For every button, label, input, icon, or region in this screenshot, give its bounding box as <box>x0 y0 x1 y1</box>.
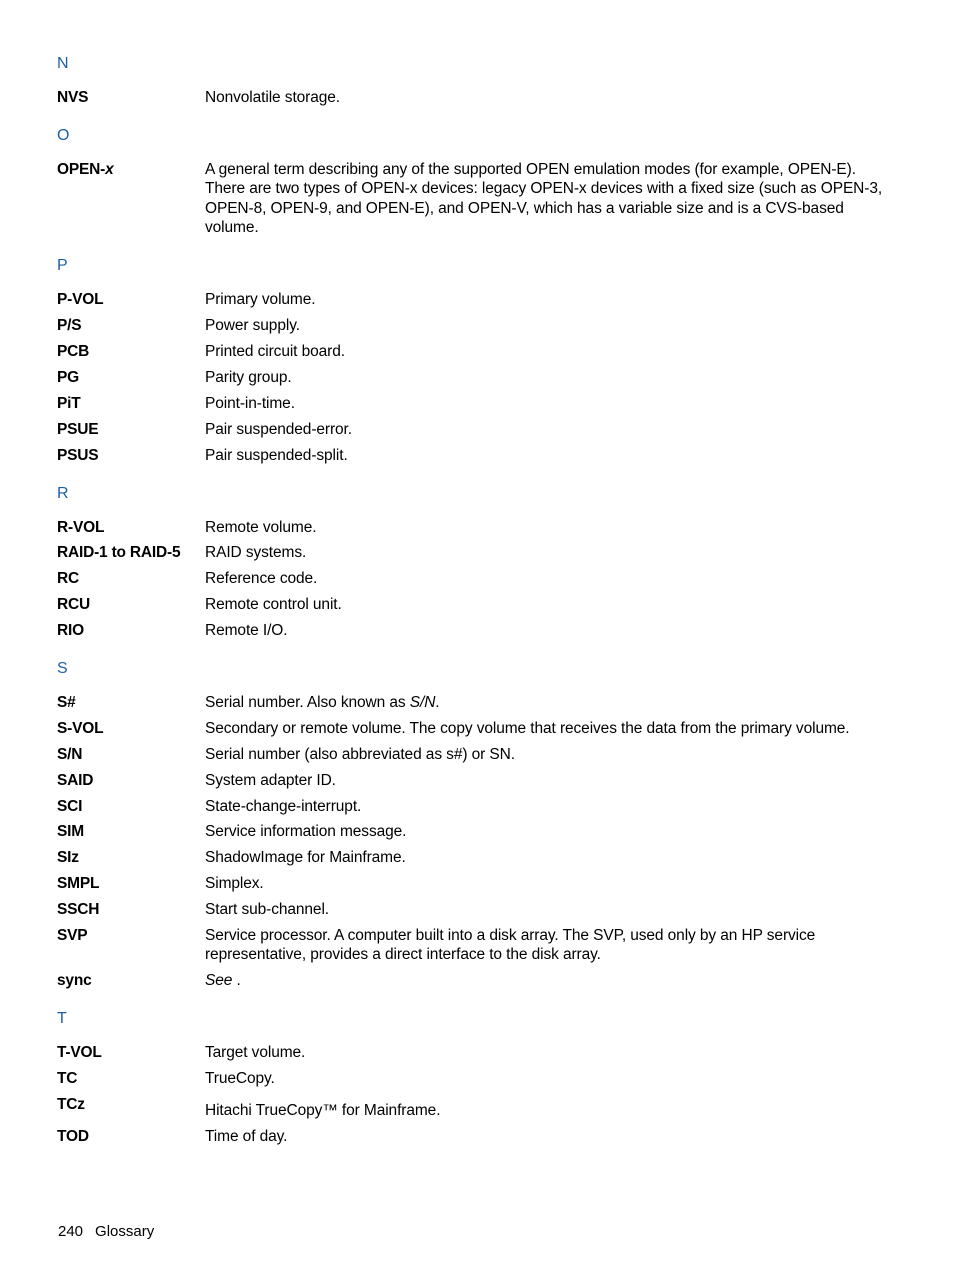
glossary-definition: Parity group. <box>205 368 292 386</box>
glossary-definition: Nonvolatile storage. <box>205 89 340 106</box>
section-r <box>57 484 887 641</box>
glossary-entry <box>57 693 887 713</box>
definition-italic: See <box>205 972 233 990</box>
glossary-entry <box>57 900 887 920</box>
glossary-term: SIM <box>57 823 84 841</box>
glossary-entry <box>57 719 887 739</box>
definition-tail: . <box>435 693 440 711</box>
section-letter: T <box>57 1010 67 1028</box>
glossary-term: PSUS <box>57 446 99 464</box>
definition-main: Serial number. Also known as <box>205 693 410 711</box>
glossary-term: SVP <box>57 926 88 944</box>
glossary-definition: TrueCopy. <box>205 1070 275 1088</box>
glossary-term: RC <box>57 570 79 588</box>
glossary-definition: Target volume. <box>205 1044 306 1062</box>
glossary-definition: System adapter ID. <box>205 771 336 789</box>
glossary-definition: Service processor. A computer built into a disk array. The SVP, used only by an HP service representative, provides a direct interface to the disk array. <box>205 926 816 964</box>
section-letter: O <box>57 126 70 144</box>
definition-tail: . <box>232 972 241 990</box>
term-italic: x <box>105 160 114 178</box>
glossary-entry <box>57 595 887 615</box>
glossary-definition: Remote control unit. <box>205 596 342 614</box>
page-footer <box>58 1222 154 1241</box>
glossary-definition: Reference code. <box>205 570 318 588</box>
glossary-definition: Remote volume. <box>205 518 317 536</box>
glossary-term: RIO <box>57 622 84 640</box>
definition-italic: S/N <box>409 693 436 711</box>
glossary-term: SMPL <box>57 875 100 893</box>
glossary-term: RAID-1 to RAID-5 <box>57 544 181 562</box>
glossary-term: S-VOL <box>57 719 104 737</box>
glossary-term: PG <box>57 368 79 386</box>
glossary-entry <box>57 1069 887 1089</box>
glossary-definition: Pair suspended-error. <box>205 420 352 438</box>
glossary-definition: Time of day. <box>205 1127 288 1145</box>
glossary-entry <box>57 848 887 868</box>
glossary-term <box>57 160 205 180</box>
glossary-term: SIz <box>57 849 79 867</box>
glossary-entry <box>57 88 887 108</box>
section-n <box>57 54 887 108</box>
glossary-definition: Hitachi TrueCopy™ for Mainframe. <box>205 1102 441 1120</box>
glossary-entry <box>57 1095 887 1121</box>
glossary-definition: RAID systems. <box>205 544 307 562</box>
glossary-entry <box>57 518 887 538</box>
term-main: OPEN- <box>57 160 106 178</box>
section-s <box>57 659 887 991</box>
glossary-entry <box>57 822 887 842</box>
glossary-entry <box>57 569 887 589</box>
glossary-definition: Start sub-channel. <box>205 901 329 919</box>
glossary-term: PSUE <box>57 420 99 438</box>
glossary-term: P/S <box>57 317 82 335</box>
glossary-entry <box>57 971 887 991</box>
glossary-definition: State-change-interrupt. <box>205 797 362 815</box>
glossary-term: R-VOL <box>57 518 105 536</box>
glossary-term: P-VOL <box>57 291 104 309</box>
glossary-entry <box>57 394 887 414</box>
glossary-term: S# <box>57 693 76 711</box>
glossary-definition: Pair suspended-split. <box>205 446 348 464</box>
glossary-entry <box>57 1127 887 1147</box>
footer-section-name: Glossary <box>95 1223 155 1240</box>
glossary-entry <box>57 446 887 466</box>
glossary-definition: Primary volume. <box>205 291 316 309</box>
section-t <box>57 1009 887 1146</box>
glossary-definition: Point-in-time. <box>205 394 295 412</box>
glossary-term: NVS <box>57 89 89 106</box>
section-p <box>57 256 887 465</box>
glossary-definition: Secondary or remote volume. The copy volume that receives the data from the primary volume. <box>205 719 850 737</box>
glossary-entry <box>57 797 887 817</box>
glossary-entry <box>57 926 887 965</box>
glossary-definition: Remote I/O. <box>205 622 288 640</box>
glossary-definition <box>205 971 887 991</box>
section-letter: P <box>57 257 68 275</box>
glossary-entry <box>57 621 887 641</box>
glossary-term: SAID <box>57 771 94 789</box>
glossary-entry <box>57 290 887 310</box>
glossary-entry <box>57 160 887 238</box>
glossary-entry <box>57 771 887 791</box>
glossary-term: TC <box>57 1070 78 1088</box>
glossary-entry <box>57 745 887 765</box>
glossary-term: S/N <box>57 745 83 763</box>
glossary-definition: Power supply. <box>205 317 300 335</box>
glossary-definition: Simplex. <box>205 875 264 893</box>
glossary-definition <box>205 693 887 713</box>
glossary-definition: Printed circuit board. <box>205 343 345 361</box>
section-letter: R <box>57 484 69 502</box>
glossary-entry <box>57 543 887 563</box>
glossary-term: PiT <box>57 394 81 412</box>
glossary-term: PCB <box>57 343 90 361</box>
glossary-entry <box>57 1043 887 1063</box>
glossary-term: T-VOL <box>57 1044 102 1062</box>
glossary-term: RCU <box>57 596 90 614</box>
glossary-page <box>57 54 887 1153</box>
glossary-term: SCI <box>57 797 83 815</box>
page-number: 240 <box>58 1223 84 1240</box>
glossary-term: TOD <box>57 1127 89 1145</box>
glossary-definition: A general term describing any of the supported OPEN emulation modes (for example, OPEN-E). There are two types of OPEN-x devices: legacy OPEN-x devices with a fixed size (such as OPEN-3, OPEN-8, OPEN-9, and OPEN-E), and OPEN-V, which has a variable size and is a CVS-based volume. <box>205 160 883 237</box>
section-letter: N <box>57 55 69 72</box>
glossary-term: sync <box>57 972 92 990</box>
glossary-entry <box>57 368 887 388</box>
glossary-definition: Service information message. <box>205 823 407 841</box>
glossary-entry <box>57 342 887 362</box>
glossary-definition: Serial number (also abbreviated as s#) or SN. <box>205 745 515 763</box>
section-o <box>57 126 887 238</box>
glossary-definition: ShadowImage for Mainframe. <box>205 849 406 867</box>
glossary-entry <box>57 874 887 894</box>
glossary-entry <box>57 420 887 440</box>
glossary-term: SSCH <box>57 901 100 919</box>
glossary-term: TCz <box>57 1096 85 1114</box>
glossary-entry <box>57 316 887 336</box>
section-letter: S <box>57 659 68 677</box>
